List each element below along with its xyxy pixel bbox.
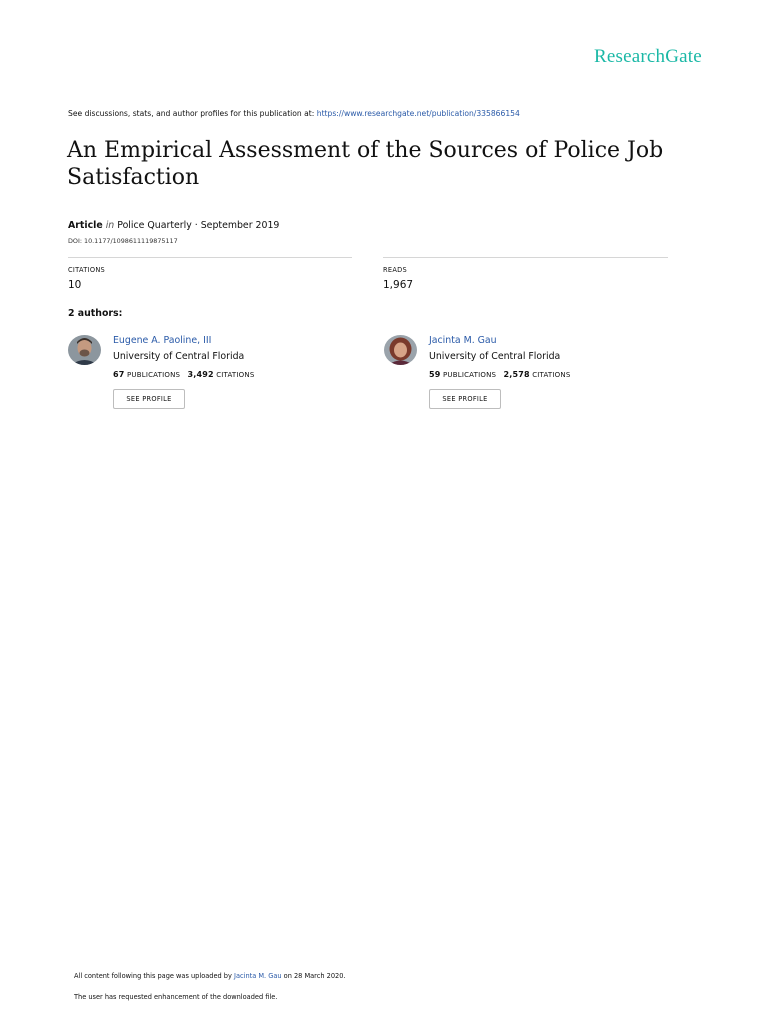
- divider-right: [383, 257, 668, 258]
- upload-suffix: on 28 March 2020.: [281, 972, 346, 980]
- author-institution[interactable]: University of Central Florida: [429, 351, 561, 362]
- researchgate-logo[interactable]: ResearchGate: [594, 46, 702, 67]
- citations-label: CITATIONS: [216, 371, 255, 379]
- author-stats: [429, 370, 570, 379]
- enhancement-note: The user has requested enhancement of the downloaded file.: [74, 993, 278, 1001]
- avatar-photo: [384, 335, 417, 365]
- see-profile-button[interactable]: SEE PROFILE: [113, 389, 185, 409]
- divider-left: [68, 257, 352, 258]
- publications-count: 67: [113, 370, 125, 379]
- citations-label: CITATIONS: [68, 266, 106, 274]
- uploader-link[interactable]: Jacinta M. Gau: [234, 972, 282, 980]
- author-name-link[interactable]: Jacinta M. Gau: [429, 335, 497, 346]
- citations-count: 3,492: [187, 370, 214, 379]
- publication-title: An Empirical Assessment of the Sources of Police Job Satisfaction: [67, 138, 664, 190]
- publication-url-link[interactable]: https://www.researchgate.net/publication/335866154: [316, 109, 520, 118]
- publications-label: PUBLICATIONS: [442, 371, 497, 379]
- publications-label: PUBLICATIONS: [126, 371, 181, 379]
- see-profile-button[interactable]: SEE PROFILE: [429, 389, 501, 409]
- upload-note: [74, 972, 346, 980]
- citations-count: 2,578: [503, 370, 530, 379]
- upload-prefix: All content following this page was uploaded by: [74, 972, 234, 980]
- publication-meta: [68, 220, 279, 231]
- in-word: in: [105, 220, 115, 231]
- reads-label: READS: [383, 266, 408, 274]
- avatar[interactable]: [384, 335, 417, 365]
- author-stats: [113, 370, 254, 379]
- citations-label: CITATIONS: [532, 371, 571, 379]
- publication-type: Article: [68, 220, 103, 231]
- avatar-photo: [68, 335, 101, 365]
- venue-date[interactable]: Police Quarterly · September 2019: [117, 220, 280, 231]
- author-name-link[interactable]: Eugene A. Paoline, III: [113, 335, 212, 346]
- doi: DOI: 10.1177/1098611119875117: [68, 237, 178, 245]
- author-institution[interactable]: University of Central Florida: [113, 351, 245, 362]
- reads-value: 1,967: [383, 279, 414, 291]
- citations-value: 10: [68, 279, 82, 291]
- author-card: [68, 333, 368, 413]
- publications-count: 59: [429, 370, 441, 379]
- authors-heading: 2 authors:: [68, 308, 123, 319]
- avatar[interactable]: [68, 335, 101, 365]
- discussions-note: [68, 109, 520, 118]
- discussions-text: See discussions, stats, and author profiles for this publication at:: [68, 109, 317, 118]
- author-card: [384, 333, 684, 413]
